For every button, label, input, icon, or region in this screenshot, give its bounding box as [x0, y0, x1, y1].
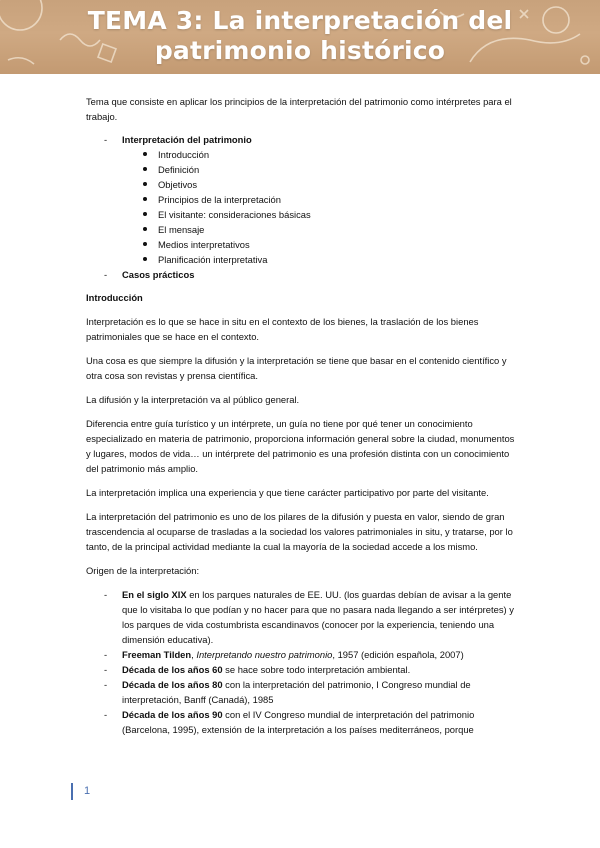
- topic-outline: [86, 132, 518, 282]
- page-footer: [71, 782, 90, 800]
- outline-item: [86, 267, 518, 282]
- footer-bar: [71, 783, 73, 800]
- origin-text: con el IV Congreso mundial de interpretación del patrimonio (Barcelona, 1995), extensión de la interpretación a los países mediterráneos, porque: [122, 709, 475, 735]
- origin-text: se hace sobre todo interpretación ambiental.: [222, 664, 411, 675]
- origin-bold: En el siglo XIX: [122, 589, 187, 600]
- list-item: Planificación interpretativa: [122, 252, 518, 267]
- title-line-2: patrimonio histórico: [154, 36, 446, 65]
- origin-list: [86, 587, 518, 737]
- page-title: [0, 6, 600, 66]
- body-paragraph: La interpretación del patrimonio es uno de los pilares de la difusión y puesta en valor, siendo de gran trascendencia al ocuparse de trasladas a la sociedad los valores patrimoniales in situ, y tratarse, por lo tanto, de la principal actividad mediante la cual la mayoría de la sociedad accede a los mismo.: [86, 511, 513, 552]
- origin-text: con la interpretación del patrimonio, I Congreso mundial de interpretación, Banff (Canadá), 1985: [122, 679, 471, 705]
- intro-paragraph: Tema que consiste en aplicar los principios de la interpretación del patrimonio como intérpretes para el trabajo.: [86, 96, 512, 122]
- list-item: Principios de la interpretación: [122, 192, 518, 207]
- outline-item: [86, 132, 518, 267]
- subtopic-list: [122, 147, 518, 267]
- page-number: 1: [84, 785, 91, 797]
- outline-item-label: Casos prácticos: [122, 269, 195, 280]
- body-paragraph: Diferencia entre guía turístico y un intérprete, un guía no tiene por qué tener un conocimiento especializado en materia de patrimonio, proporciona información general sobre la ciudad, monumentos y lugares, modos de vida… un intérprete del patrimonio es una profesión distinta con un conocimiento del patrimonio más amplio.: [86, 418, 515, 474]
- list-item: Objetivos: [122, 177, 518, 192]
- list-item: Introducción: [122, 147, 518, 162]
- origin-text: en los parques naturales de EE. UU. (los guardas debían de avisar a la gente que lo visitaba lo que podían y no hacer para que no pasara nada llegando a ser intérpretes) y los parques de vida costumbrista escandinavos (conocer por la experiencia, teniendo una dimensión educativa).: [122, 589, 514, 645]
- section-heading: Introducción: [86, 292, 143, 303]
- list-item: El mensaje: [122, 222, 518, 237]
- list-item: [86, 662, 518, 677]
- header-banner: [0, 0, 600, 74]
- book-title: Interpretando nuestro patrimonio: [196, 649, 333, 660]
- document-body: [86, 94, 518, 737]
- body-paragraph: La interpretación implica una experiencia y que tiene carácter participativo por parte del visitante.: [86, 487, 489, 498]
- list-item: Medios interpretativos: [122, 237, 518, 252]
- body-paragraph: Interpretación es lo que se hace in situ en el contexto de los bienes, la traslación de los bienes patrimoniales que se hace en el contexto.: [86, 316, 479, 342]
- outline-item-label: Interpretación del patrimonio: [122, 134, 252, 145]
- title-line-1: TEMA 3: La interpretación del: [87, 6, 513, 35]
- body-paragraph: La difusión y la interpretación va al público general.: [86, 394, 300, 405]
- origin-text: , 1957 (edición española, 2007): [332, 649, 464, 660]
- list-item: [86, 707, 518, 737]
- origin-bold: Década de los años 60: [122, 664, 223, 675]
- list-item: [86, 587, 518, 647]
- origin-heading: Origen de la interpretación:: [86, 565, 200, 576]
- list-item: [86, 677, 518, 707]
- origin-bold: Década de los años 90: [122, 709, 223, 720]
- list-item: El visitante: consideraciones básicas: [122, 207, 518, 222]
- origin-bold: Década de los años 80: [122, 679, 223, 690]
- origin-bold: Freeman Tilden: [122, 649, 192, 660]
- list-item: - Freeman Tilden, Interpretando nuestro patrimonio, 1957 (edición española, 2007): [86, 647, 518, 662]
- list-item: Definición: [122, 162, 518, 177]
- body-paragraph: Una cosa es que siempre la difusión y la interpretación se tiene que basar en el contenido científico y otra cosa son revistas y prensa científica.: [86, 355, 507, 381]
